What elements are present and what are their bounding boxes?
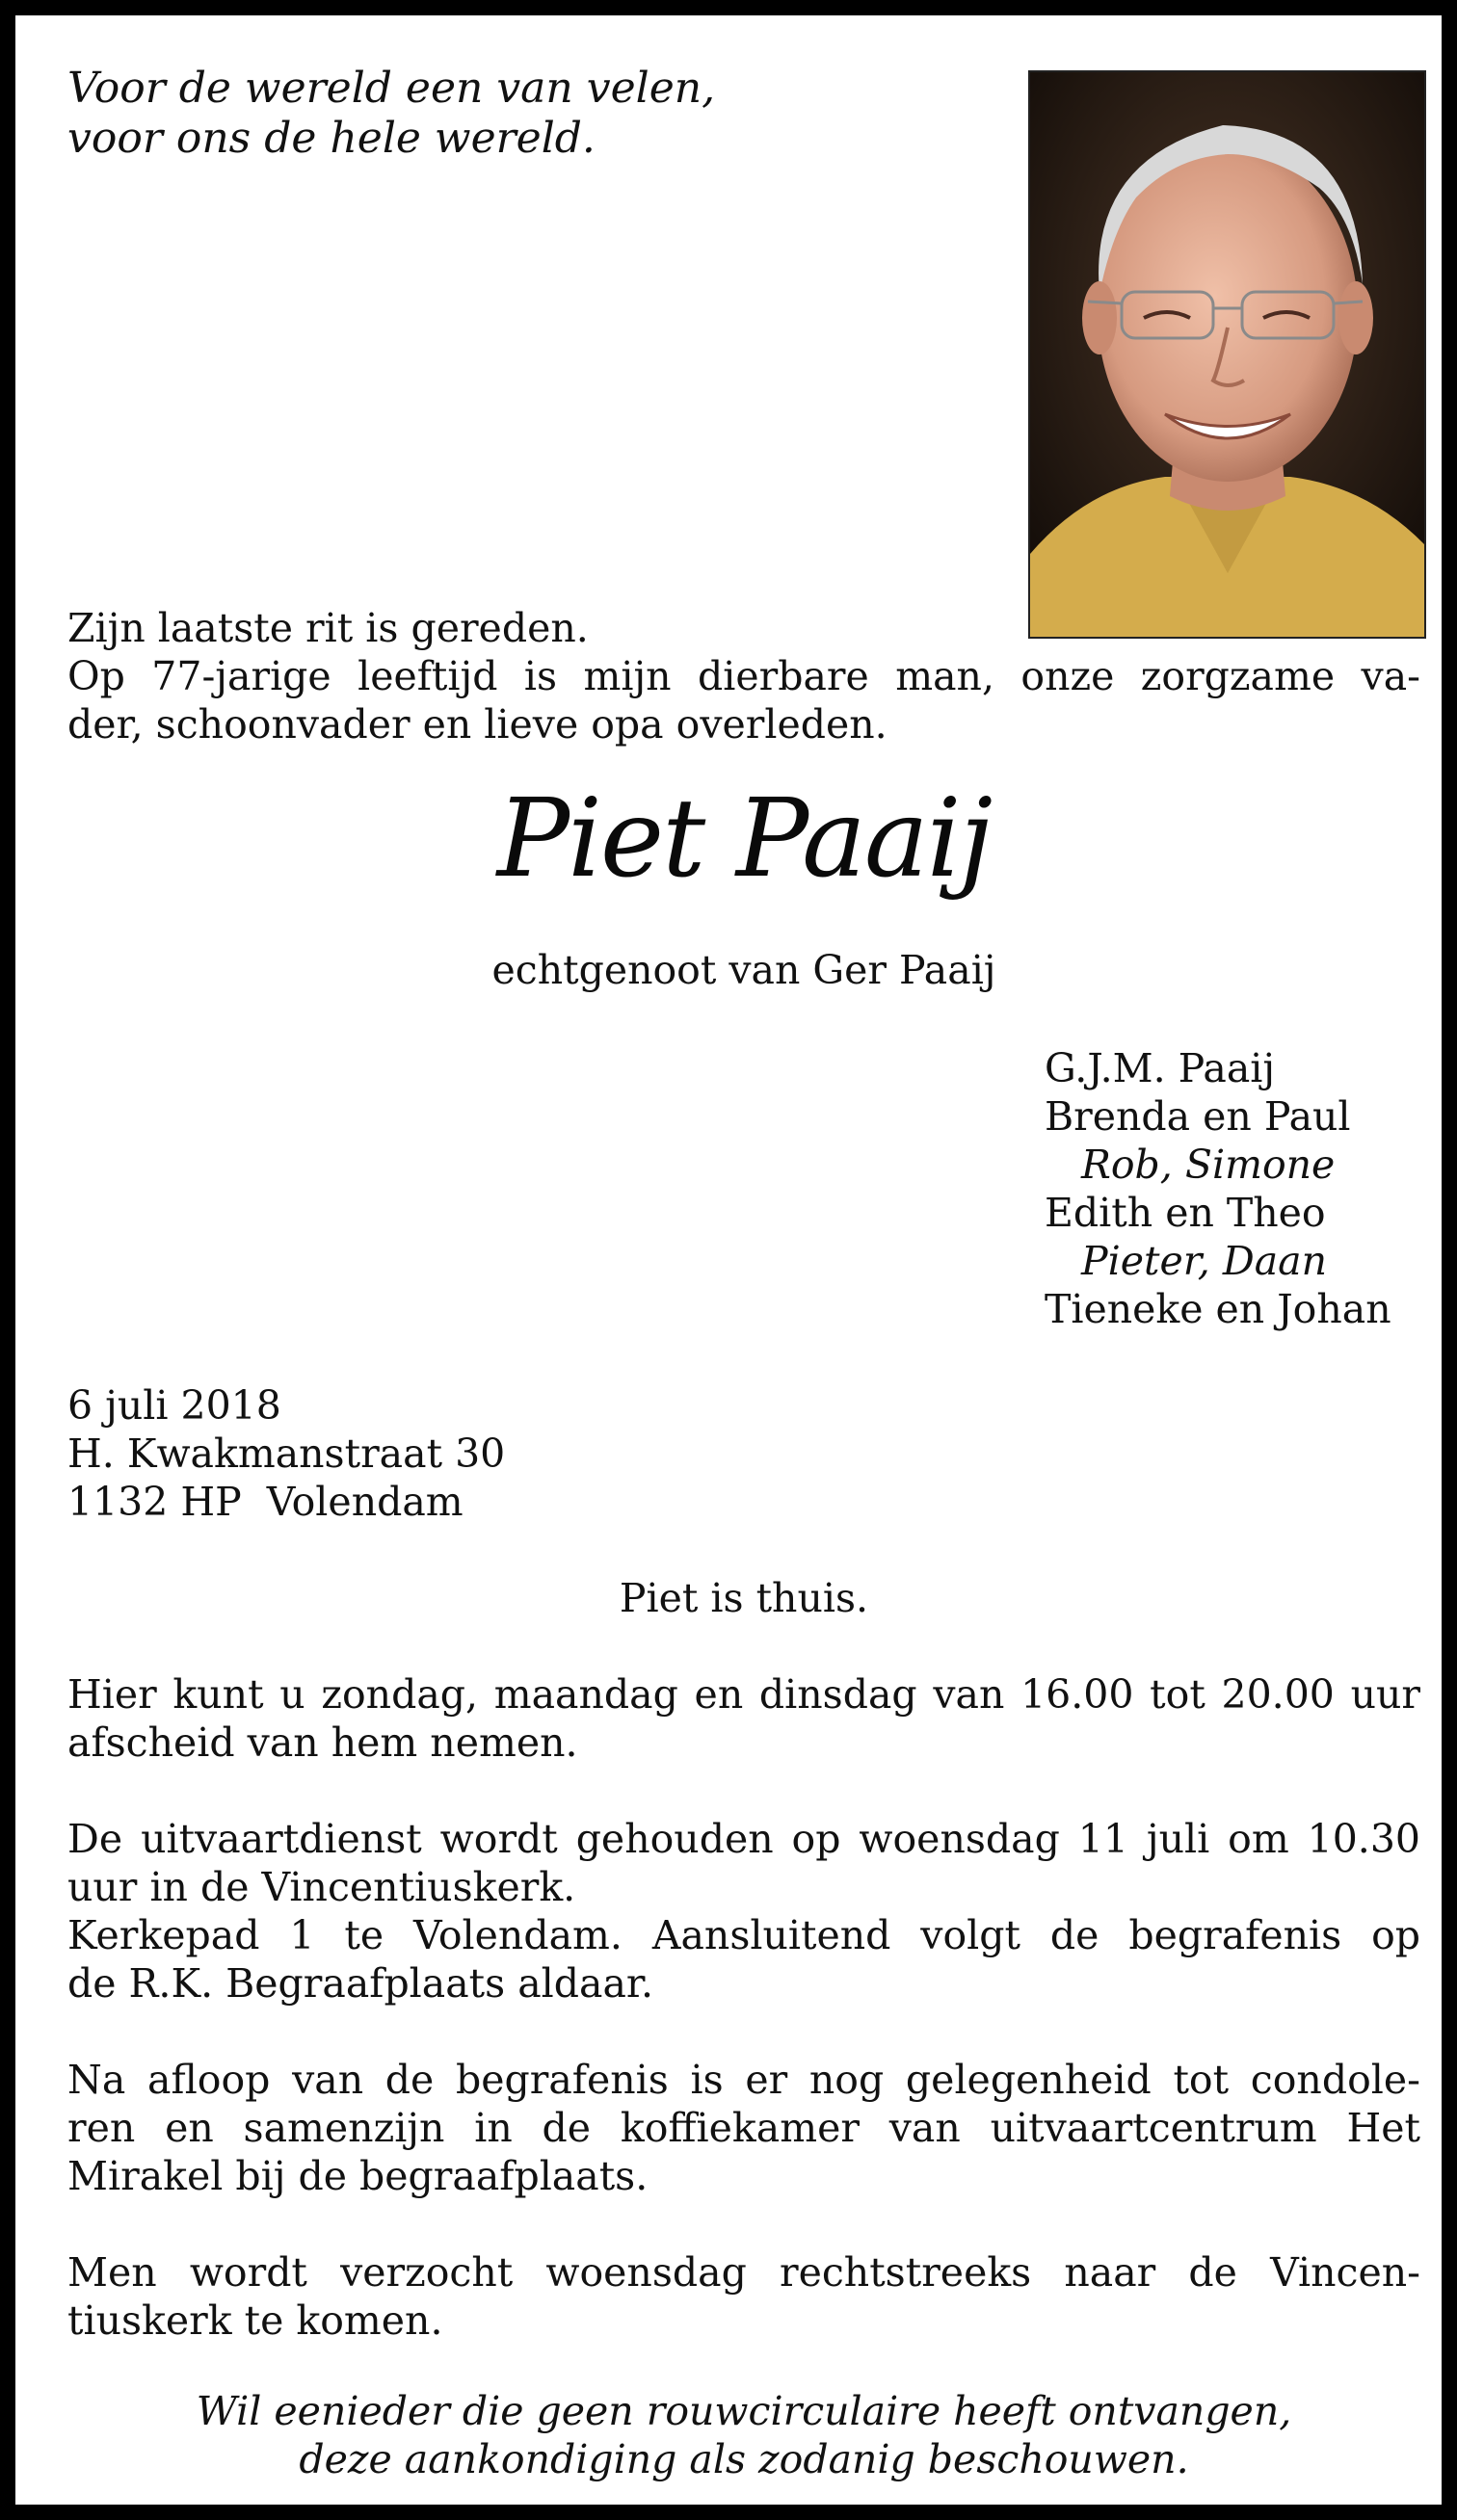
family-member: Brenda en Paul: [1045, 1093, 1351, 1140]
motto: [67, 64, 935, 164]
deceased-name: Piet Paaij: [496, 776, 992, 902]
service-line: de R.K. Begraafplaats aldaar.: [67, 1960, 654, 2007]
condolence-line: Na afloop van de begrafenis is er nog gelegenheid tot condole-: [67, 2057, 1420, 2103]
announcement-line: der, schoonvader en lieve opa overleden.: [67, 701, 887, 748]
home-note: Piet is thuis.: [619, 1575, 869, 1621]
announcement-line: Zijn laatste rit is gereden.: [67, 605, 589, 651]
service-line: Kerkepad 1 te Volendam. Aansluitend volgt de begrafenis op: [67, 1912, 1420, 1958]
closing-line: Wil eenieder die geen rouwcirculaire heeft ontvangen,: [196, 2388, 1292, 2434]
service-line: uur in de Vincentiuskerk.: [67, 1864, 576, 1910]
street: H. Kwakmanstraat 30: [67, 1431, 506, 1477]
request-line: tiuskerk te komen.: [67, 2297, 443, 2344]
grandchildren: Pieter, Daan: [1081, 1238, 1328, 1284]
motto-line: Voor de wereld een van velen,: [67, 64, 716, 113]
request-line: Men wordt verzocht woensdag rechtstreeks naar de Vincen-: [67, 2249, 1420, 2296]
date: 6 juli 2018: [67, 1382, 281, 1429]
family-member: G.J.M. Paaij: [1045, 1045, 1276, 1091]
service-line: De uitvaartdienst wordt gehouden op woensdag 11 juli om 10.30: [67, 1816, 1420, 1862]
condolence-line: Mirakel bij de begraafplaats.: [67, 2153, 649, 2199]
portrait-photo-icon: [1028, 70, 1426, 639]
family-member: Tieneke en Johan: [1045, 1286, 1391, 1332]
motto-line: voor ons de hele wereld.: [67, 114, 596, 163]
closing-note: [54, 2387, 1434, 2483]
family-member: Edith en Theo: [1045, 1190, 1326, 1236]
announcement-line: Op 77-jarige leeftijd is mijn dierbare man, onze zorgzame va-: [67, 653, 1420, 699]
spouse-line: echtgenoot van Ger Paaij: [491, 947, 996, 993]
closing-line: deze aankondiging als zodanig beschouwen.: [299, 2436, 1189, 2482]
city: 1132 HP Volendam: [67, 1479, 464, 1525]
visiting-line: Hier kunt u zondag, maandag en dinsdag van 16.00 tot 20.00 uur: [67, 1671, 1420, 1718]
visiting-line: afscheid van hem nemen.: [67, 1719, 578, 1766]
condolence-line: ren en samenzijn in de koffiekamer van uitvaartcentrum Het: [67, 2105, 1420, 2151]
grandchildren: Rob, Simone: [1081, 1142, 1336, 1188]
